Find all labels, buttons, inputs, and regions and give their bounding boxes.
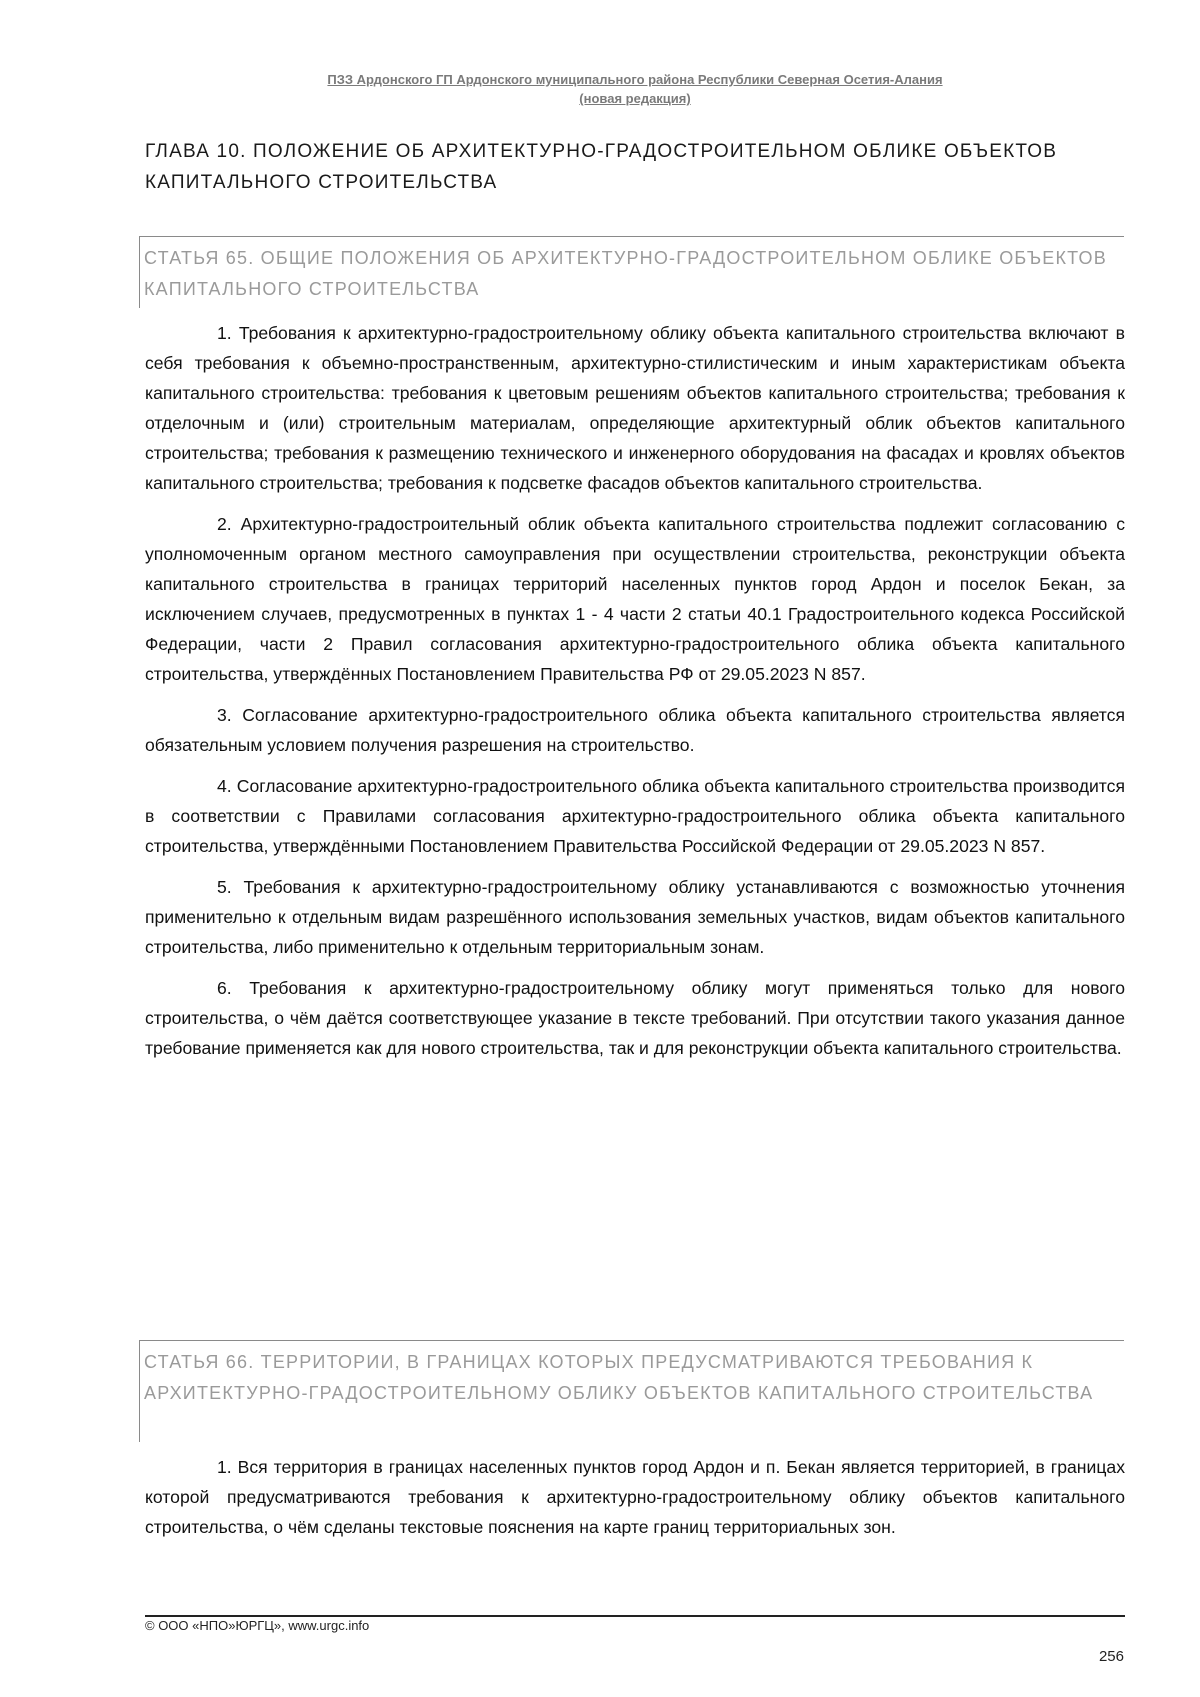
- paragraph: 4. Согласование архитектурно-градостроительного облика объекта капитального строительства производится в соответствии с Правилами согласования архитектурно-градостроительного облика объекта капитального строительства, утверждёнными Постановлением Правительства Российской Федерации от 29.05.2023 N 857.: [145, 776, 1125, 856]
- footer-divider: [145, 1615, 1125, 1617]
- page-number: 256: [1098, 1648, 1124, 1665]
- article-65-body: [145, 318, 1125, 1074]
- header-line-1: ПЗЗ Ардонского ГП Ардонского муниципального района Республики Северная Осетия-Алания: [327, 72, 943, 87]
- paragraph: 1. Требования к архитектурно-градостроительному облику объекта капитального строительства включают в себя требования к объемно-пространственным, архитектурно-стилистическим и иным характеристикам объекта капитального строительства: требования к цветовым решениям объектов капитального строительства; требования к отделочным и (или) строительным материалам, определяющие архитектурный облик объектов капитального строительства; требования к размещению технического и инженерного оборудования на фасадах и кровлях объектов капитального строительства; требования к подсветке фасадов объектов капитального строительства.: [145, 323, 1125, 493]
- footer-copyright: © ООО «НПО»ЮРГЦ», www.urgc.info: [145, 1618, 370, 1633]
- paragraph: 6. Требования к архитектурно-градостроительному облику могут применяться только для нового строительства, о чём даётся соответствующее указание в тексте требований. При отсутствии такого указания данное требование применяется как для нового строительства, так и для реконструкции объекта капитального строительства.: [145, 978, 1125, 1058]
- paragraph: 3. Согласование архитектурно-градостроительного облика объекта капитального строительства является обязательным условием получения разрешения на строительство.: [145, 705, 1125, 755]
- header-line-2: (новая редакция): [579, 91, 691, 106]
- article-66-body: [145, 1452, 1125, 1553]
- chapter-title: ГЛАВА 10. ПОЛОЖЕНИЕ ОБ АРХИТЕКТУРНО-ГРАДОСТРОИТЕЛЬНОМ ОБЛИКЕ ОБЪЕКТОВ КАПИТАЛЬНОГО СТРОИТЕЛЬСТВА: [145, 141, 1058, 193]
- paragraph: 1. Вся территория в границах населенных пунктов город Ардон и п. Бекан является территорией, в границах которой предусматриваются требования к архитектурно-градостроительному облику объектов капитального строительства, о чём сделаны текстовые пояснения на карте границ территориальных зон.: [145, 1457, 1125, 1537]
- paragraph: 5. Требования к архитектурно-градостроительному облику устанавливаются с возможностью уточнения применительно к отдельным видам разрешённого использования земельных участков, видам объектов капитального строительства, либо применительно к отдельным территориальным зонам.: [145, 877, 1125, 957]
- article-66-title: СТАТЬЯ 66. ТЕРРИТОРИИ, В ГРАНИЦАХ КОТОРЫХ ПРЕДУСМАТРИВАЮТСЯ ТРЕБОВАНИЯ К АРХИТЕКТУРНО-ГРАДОСТРОИТЕЛЬНОМУ ОБЛИКУ ОБЪЕКТОВ КАПИТАЛЬНОГО СТРОИТЕЛЬСТВА: [139, 1340, 1124, 1442]
- article-65-title: СТАТЬЯ 65. ОБЩИЕ ПОЛОЖЕНИЯ ОБ АРХИТЕКТУРНО-ГРАДОСТРОИТЕЛЬНОМ ОБЛИКЕ ОБЪЕКТОВ КАПИТАЛЬНОГО СТРОИТЕЛЬСТВА: [139, 236, 1124, 308]
- paragraph: 2. Архитектурно-градостроительный облик объекта капитального строительства подлежит согласованию с уполномоченным органом местного самоуправления при осуществлении строительства, реконструкции объекта капитального строительства в границах территорий населенных пунктов город Ардон и поселок Бекан, за исключением случаев, предусмотренных в пунктах 1 - 4 части 2 статьи 40.1 Градостроительного кодекса Российской Федерации, части 2 Правил согласования архитектурно-градостроительного облика объекта капитального строительства, утверждённых Постановлением Правительства РФ от 29.05.2023 N 857.: [145, 514, 1125, 684]
- running-header: [145, 70, 1125, 108]
